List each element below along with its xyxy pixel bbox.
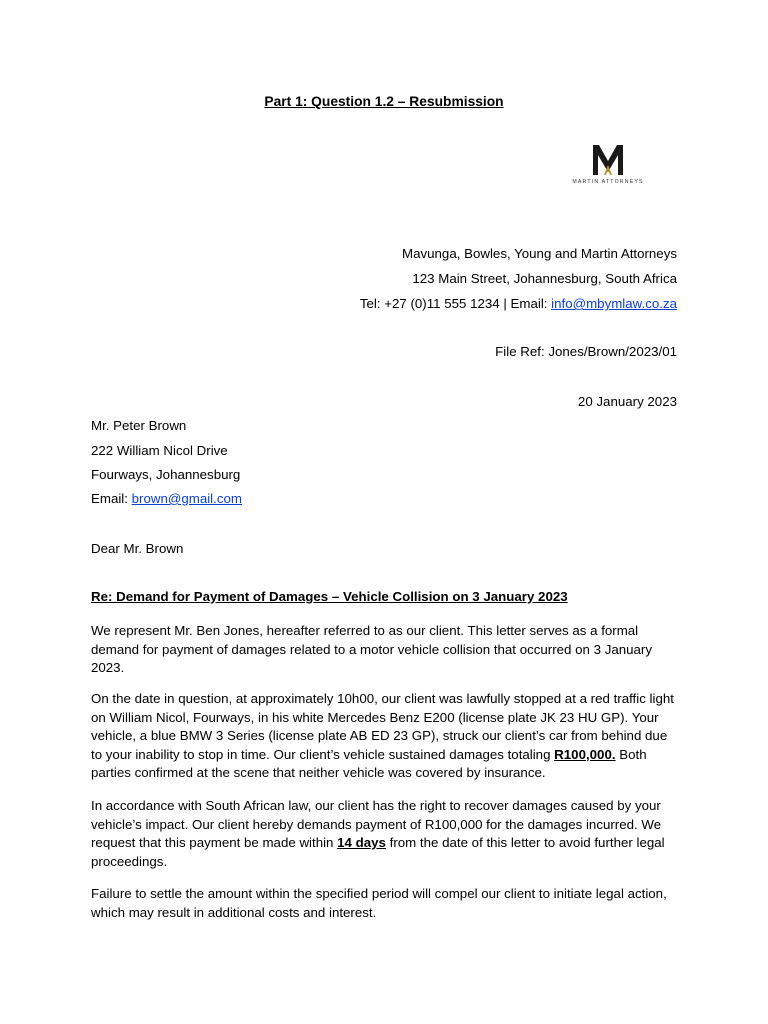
sender-email-link[interactable]: info@mbymlaw.co.za <box>551 296 677 311</box>
paragraph-4: Failure to settle the amount within the specified period will compel our client to initiate legal action, which may result in additional costs and interest. <box>91 886 667 920</box>
recipient-street: 222 William Nicol Drive <box>91 443 228 458</box>
recipient-city: Fourways, Johannesburg <box>91 467 241 482</box>
sender-firm-name: Mavunga, Bowles, Young and Martin Attorneys <box>402 246 677 261</box>
monogram-logo-icon <box>591 143 625 177</box>
paragraph-2-text: On the date in question, at approximately 10h00, our client was lawfully stopped at a red traffic light on William Nicol, Fourways, in his white Mercedes Benz E200 (license plate JK 23 HU GP). Your vehicle, a blue BMW 3 Series (license plate AB ED 23 GP), struck our client’s car from behind due to your inability to stop in time. Our client’s vehicle sustained damages totaling <box>91 691 674 762</box>
paragraph-3-tail: from the date of this letter to avoid further legal proceedings. <box>91 835 665 869</box>
sender-contact <box>360 296 677 311</box>
paragraph-3-text: In accordance with South African law, our client has the right to recover damages caused by your vehicle’s impact. Our client hereby demands payment of R100,000 for the damages incurred. We request that this payment be made within <box>91 798 662 851</box>
recipient-email <box>91 491 242 506</box>
firm-logo <box>566 143 650 197</box>
file-reference: File Ref: Jones/Brown/2023/01 <box>495 344 677 359</box>
paragraph-3 <box>91 797 681 871</box>
page-title: Part 1: Question 1.2 – Resubmission <box>264 94 504 109</box>
payment-deadline: 14 days <box>337 835 386 851</box>
recipient-email-link[interactable]: brown@gmail.com <box>131 491 242 506</box>
subject-line: Re: Demand for Payment of Damages – Vehicle Collision on 3 January 2023 <box>91 589 568 604</box>
logo-firm-text: MARTIN ATTORNEYS <box>572 179 644 185</box>
damages-amount: R100,000. <box>554 746 616 762</box>
paragraph-1: We represent Mr. Ben Jones, hereafter referred to as our client. This letter serves as a formal demand for payment of damages related to a motor vehicle collision that occurred on 3 January 2023. <box>91 623 652 676</box>
letter-date: 20 January 2023 <box>577 394 677 409</box>
paragraph-2 <box>91 690 681 783</box>
recipient-email-label: Email: <box>91 491 132 506</box>
sender-tel: Tel: +27 (0)11 555 1234 | Email: <box>359 296 552 311</box>
salutation: Dear Mr. Brown <box>91 541 184 556</box>
recipient-name: Mr. Peter Brown <box>91 418 187 433</box>
sender-address: 123 Main Street, Johannesburg, South Africa <box>412 271 677 286</box>
paragraph-2-tail: Both parties confirmed at the scene that neither vehicle was covered by insurance. <box>91 746 647 781</box>
